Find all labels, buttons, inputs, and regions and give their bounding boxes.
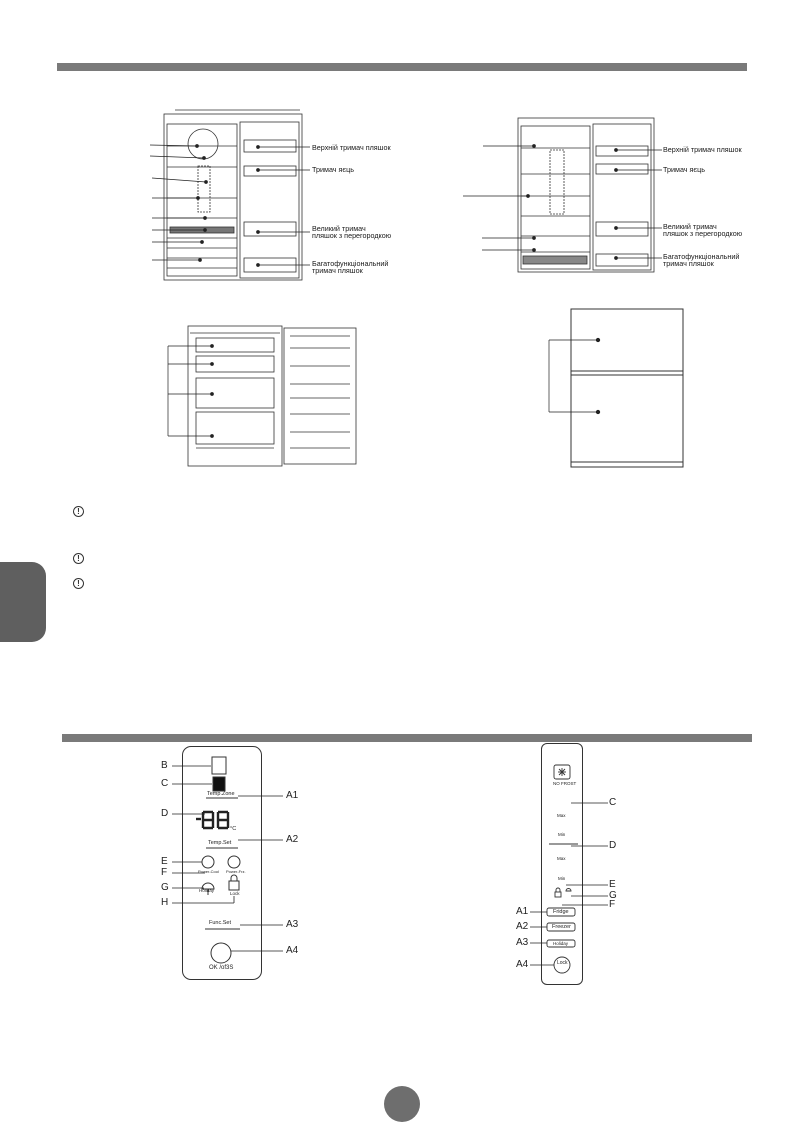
ref-letter-h: H: [161, 897, 169, 908]
ref-letter-g: G: [161, 882, 169, 893]
warning-icon: !: [73, 553, 84, 564]
freezer-min-label: Min: [558, 876, 566, 881]
temp-zone-button[interactable]: Temp.Zone: [207, 791, 235, 797]
fridge-min-label: Min: [558, 832, 566, 837]
power-frz-label: Power-Frz.: [226, 869, 246, 874]
ref-a1: A1: [286, 790, 299, 801]
ref-a4: A4: [286, 945, 299, 956]
ref-a4: A4: [516, 959, 529, 970]
ref-letter-c: C: [609, 797, 617, 808]
page-number-badge: [384, 1086, 420, 1122]
ok-button-label: OK /of3S: [209, 965, 234, 971]
ref-a3: A3: [516, 937, 529, 948]
ref-a2: A2: [286, 834, 299, 845]
label-upper-bottle-holder: Верхній тримач пляшок: [312, 143, 391, 152]
nofrost-label: NO FROST: [553, 781, 577, 786]
label-multi-bottle-holder: Багатофункціональний: [663, 252, 740, 261]
label-egg-holder: Тримач яєць: [312, 165, 354, 174]
freezer-max-label: Max: [557, 856, 566, 861]
power-cool-label: Power-Cool: [198, 869, 219, 874]
ref-letter-g: G: [609, 890, 617, 901]
ref-letter-e: E: [609, 879, 616, 890]
ref-a1: A1: [516, 906, 529, 917]
ref-letter-c: C: [161, 778, 169, 789]
label-multi-bottle-holder-2: тримач пляшок: [663, 259, 714, 268]
ref-letter-b: B: [161, 760, 168, 771]
temp-set-button[interactable]: Temp.Set: [208, 840, 232, 846]
func-set-button[interactable]: Func.Set: [209, 920, 232, 926]
lock-label: Lock: [230, 891, 240, 896]
ref-a2: A2: [516, 921, 529, 932]
fridge-button[interactable]: Fridge: [553, 909, 569, 915]
label-large-bottle-holder-2: пляшок з перегородкою: [312, 231, 392, 240]
ref-letter-d: D: [609, 840, 617, 851]
label-multi-bottle-holder: Багатофункціональний: [312, 259, 389, 268]
holiday-button[interactable]: Holiday: [553, 941, 569, 946]
label-large-bottle-holder: Великий тримач: [312, 224, 366, 233]
ref-letter-f: F: [609, 899, 616, 910]
ref-a3: A3: [286, 919, 299, 930]
holiday-label: Holiday: [199, 888, 215, 893]
label-multi-bottle-holder-2: тримач пляшок: [312, 266, 363, 275]
fridge-max-label: Max: [557, 813, 566, 818]
warning-icon: !: [73, 578, 84, 589]
lock-button[interactable]: Lock: [557, 960, 568, 966]
label-large-bottle-holder-2: пляшок з перегородкою: [663, 229, 743, 238]
label-egg-holder: Тримач яєць: [663, 165, 705, 174]
ref-letter-e: E: [161, 856, 168, 867]
ref-letter-f: F: [161, 867, 168, 878]
freezer-button[interactable]: Freezer: [552, 924, 571, 930]
label-large-bottle-holder: Великий тримач: [663, 222, 717, 231]
digits-degree: °C: [230, 826, 237, 832]
ref-letter-d: D: [161, 808, 169, 819]
warning-icon: !: [73, 506, 84, 517]
label-upper-bottle-holder: Верхній тримач пляшок: [663, 145, 742, 154]
